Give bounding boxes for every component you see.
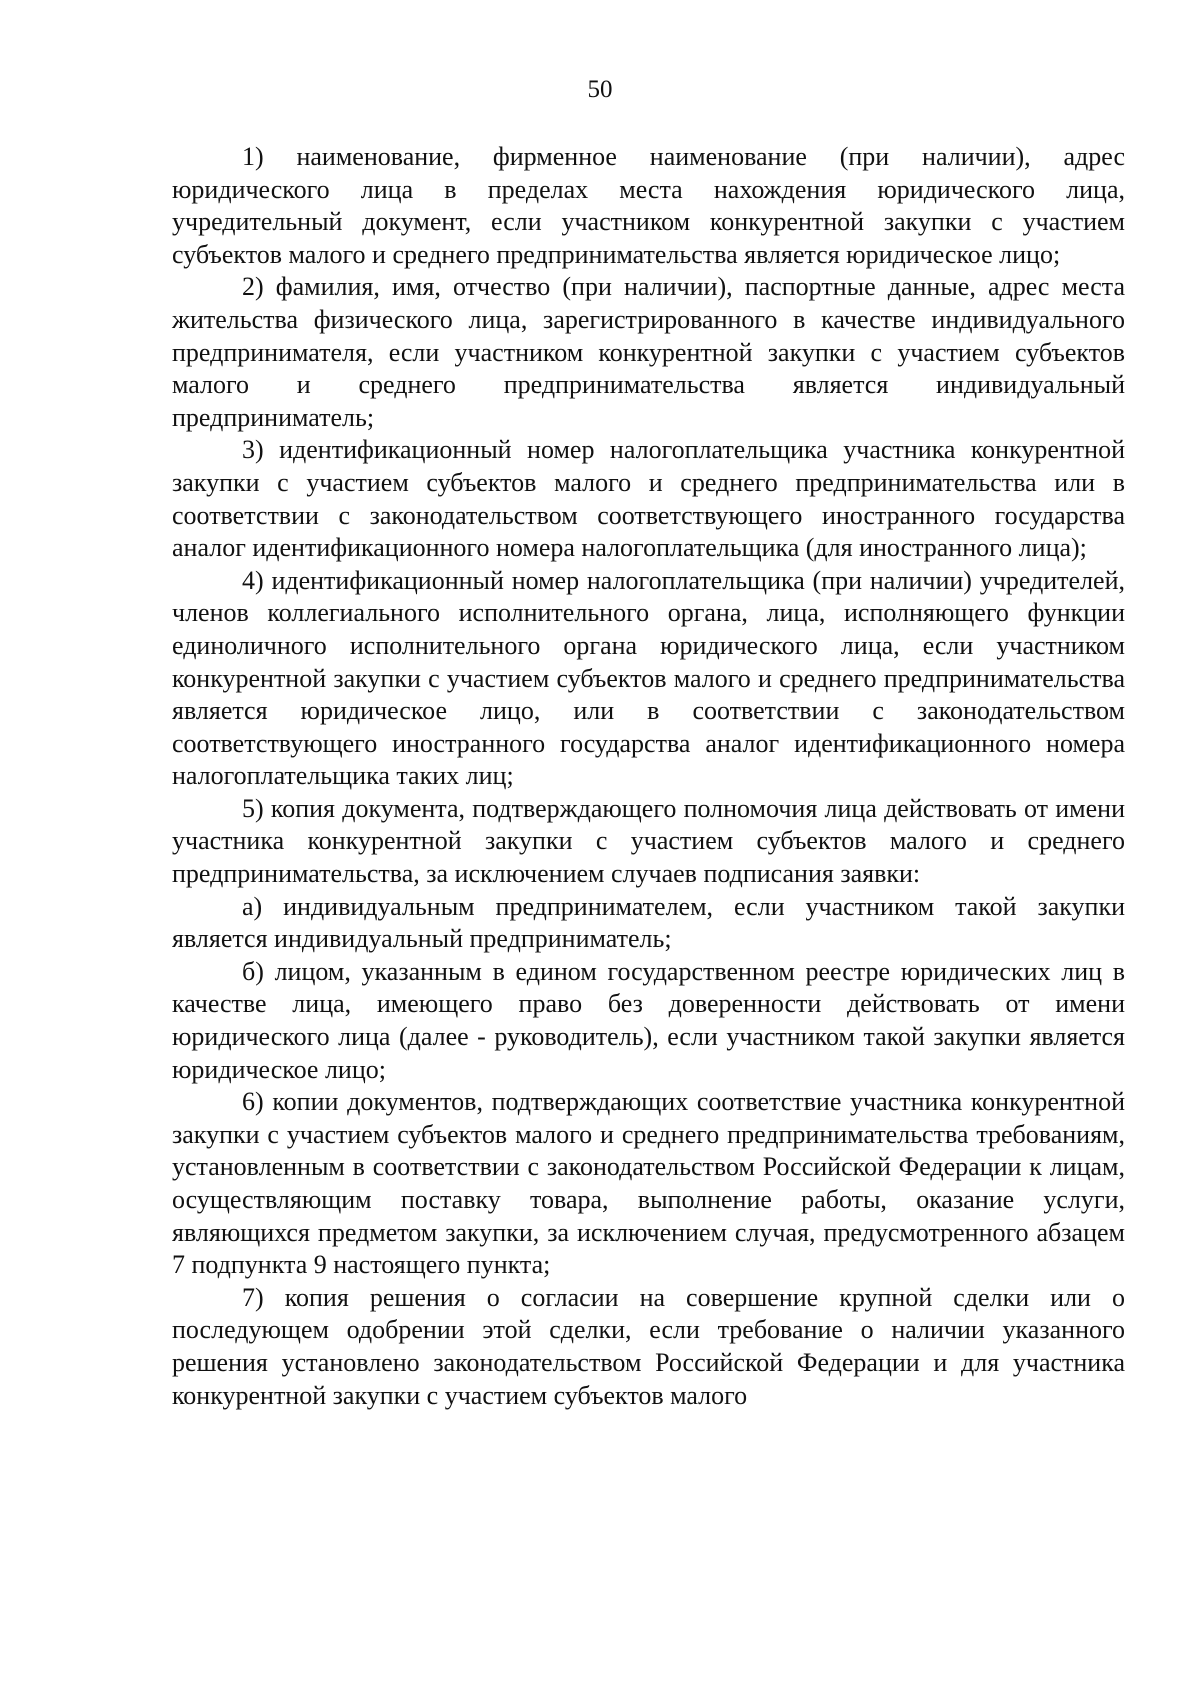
paragraph-item-1: 1) наименование, фирменное наименование (при наличии), адрес юридического лица в пределах места нахождения юридического лица, учредительный документ, если участником конкурентной закупки с участием субъектов малого и среднего предпринимательства является юридическое лицо; — [172, 142, 1125, 269]
paragraph-item-4: 4) идентификационный номер налогоплательщика (при наличии) учредителей, членов коллегиального исполнительного органа, лица, исполняющего функции единоличного исполнительного органа юридического лица, если участником конкурентной закупки с участием субъектов малого и среднего предпринимательства является юридическое лицо, или в соответствии с законодательством соответствующего иностранного государства аналог идентификационного номера налогоплательщика таких лиц; — [172, 565, 1125, 791]
paragraph-item-2: 2) фамилия, имя, отчество (при наличии), паспортные данные, адрес места жительства физического лица, зарегистрированного в качестве индивидуального предпринимателя, если участником конкурентной закупки с участием субъектов малого и среднего предпринимательства является индивидуальный предприниматель; — [172, 272, 1125, 432]
paragraph-subitem-b: б) лицом, указанным в едином государственном реестре юридических лиц в качестве лица, имеющего право без доверенности действовать от имени юридического лица (далее - руководитель), если участником такой закупки является юридическое лицо; — [172, 956, 1125, 1084]
page-number: 50 — [587, 76, 613, 103]
paragraph-item-7: 7) копия решения о согласии на совершение крупной сделки или о последующем одобрении этой сделки, если требование о наличии указанного решения установлено законодательством Российской Федерации и для участника конкурентной закупки с участием субъектов малого — [172, 1282, 1125, 1410]
paragraph-item-3: 3) идентификационный номер налогоплательщика участника конкурентной закупки с участием субъектов малого и среднего предпринимательства или в соответствии с законодательством соответствующего иностранного государства аналог идентификационного номера налогоплательщика (для иностранного лица); — [172, 435, 1125, 563]
paragraph-item-5: 5) копия документа, подтверждающего полномочия лица действовать от имени участника конкурентной закупки с участием субъектов малого и среднего предпринимательства, за исключением случаев подписания заявки: — [172, 793, 1125, 889]
document-body — [172, 141, 1125, 1412]
paragraph-item-6: 6) копии документов, подтверждающих соответствие участника конкурентной закупки с участием субъектов малого и среднего предпринимательства требованиям, установленным в соответствии с законодательством Российской Федерации к лицам, осуществляющим поставку товара, выполнение работы, оказание услуги, являющихся предметом закупки, за исключением случая, предусмотренного абзацем 7 подпункта 9 настоящего пункта; — [172, 1087, 1125, 1280]
paragraph-subitem-a: а) индивидуальным предпринимателем, если участником такой закупки является индивидуальный предприниматель; — [172, 891, 1125, 954]
